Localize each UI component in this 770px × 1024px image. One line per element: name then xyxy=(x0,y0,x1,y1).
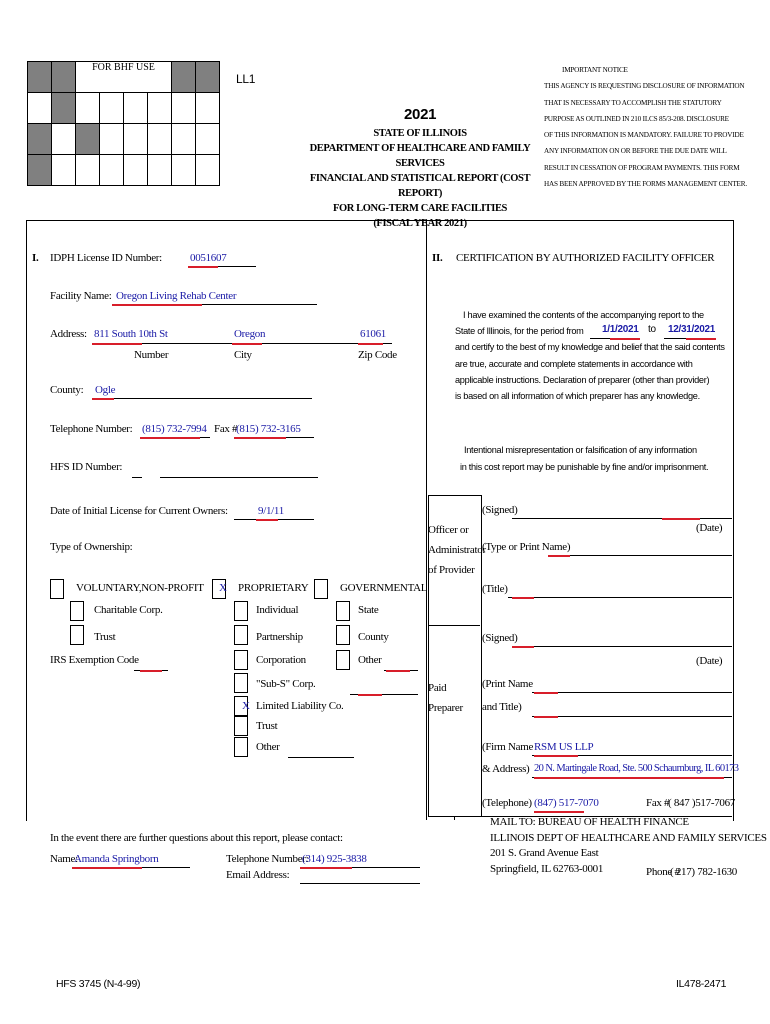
county-line xyxy=(92,398,312,399)
officer-line: Officer or xyxy=(428,524,469,536)
prop-other-line xyxy=(288,757,354,758)
mail-line: MAIL TO: BUREAU OF HEALTH FINANCE xyxy=(490,816,689,828)
important-notice xyxy=(544,62,747,192)
city-value: Oregon xyxy=(234,328,266,340)
individual-label: Individual xyxy=(256,604,299,616)
contact-phone-label: Telephone Number: xyxy=(226,853,309,865)
bhf-use-grid xyxy=(27,61,220,186)
type-print-line xyxy=(548,555,732,556)
signed2-line xyxy=(512,646,732,647)
voluntary-label: VOLUNTARY,NON-PROFIT xyxy=(76,582,204,594)
to-mark xyxy=(686,338,716,340)
phone-mark xyxy=(140,437,200,439)
officer-line: of Provider xyxy=(428,564,475,576)
initial-mark xyxy=(256,519,278,521)
notice-line: OF THIS INFORMATION IS MANDATORY. FAILURE TO PROVIDE xyxy=(544,131,744,140)
type-print-mark xyxy=(548,555,570,557)
subs-label: "Sub-S" Corp. xyxy=(256,678,316,690)
divider-lower xyxy=(426,495,427,817)
telephone-label: (Telephone) xyxy=(482,797,532,809)
phone-value: (815) 732-7994 xyxy=(142,423,207,435)
paid-preparer-label xyxy=(428,678,463,718)
officer-label xyxy=(428,520,486,580)
county-label: County: xyxy=(50,384,84,396)
prop-trust-label: Trust xyxy=(256,720,278,732)
section-1-number: I. xyxy=(32,252,39,264)
city-mark xyxy=(232,343,262,345)
zip-mark xyxy=(358,343,383,345)
from-mark xyxy=(610,338,640,340)
notice-line: THAT IS NECESSARY TO ACCOMPLISH THE STATUTORY xyxy=(544,98,722,107)
title-mark xyxy=(512,597,534,599)
contact-name-value: Amanda Springborn xyxy=(74,853,159,865)
firm-mark xyxy=(534,755,578,757)
initial-license-label: Date of Initial License for Current Owners: xyxy=(50,505,228,517)
tick xyxy=(454,816,455,820)
warning-text xyxy=(460,442,708,476)
fax-mark xyxy=(234,437,286,439)
date2-label: (Date) xyxy=(696,655,723,667)
prop-other-checkbox[interactable] xyxy=(234,737,248,757)
corporation-checkbox[interactable] xyxy=(234,650,248,670)
signatory-split xyxy=(428,625,480,626)
contact-phone-value: (314) 925-3838 xyxy=(302,853,367,865)
notice-line: ANY INFORMATION ON OR BEFORE THE DUE DATE WILL xyxy=(544,147,727,156)
hfs-line xyxy=(160,477,318,478)
title-label: (Title) xyxy=(482,583,508,595)
period-to: 12/31/2021 xyxy=(668,324,716,335)
fax-value: (815) 732-3165 xyxy=(236,423,301,435)
governmental-label: GOVERNMENTAL xyxy=(340,582,428,594)
form-code-ll1: LL1 xyxy=(236,72,256,86)
license-label: IDPH License ID Number: xyxy=(50,252,162,264)
report-title xyxy=(300,126,540,231)
trust-label: Trust xyxy=(94,631,116,643)
corporation-label: Corporation xyxy=(256,654,306,666)
cert-line: applicable instructions. Declaration of preparer (other than provider) xyxy=(455,374,710,385)
charitable-checkbox[interactable] xyxy=(70,601,84,621)
license-value: 0051607 xyxy=(190,252,227,264)
prop-other-label: Other xyxy=(256,741,280,753)
prop-trust-checkbox[interactable] xyxy=(234,716,248,736)
mail-line: ILLINOIS DEPT OF HEALTHCARE AND FAMILY SERVICES xyxy=(490,831,767,844)
certification-title: CERTIFICATION BY AUTHORIZED FACILITY OFFICER xyxy=(456,252,715,264)
llc-label: Limited Liability Co. xyxy=(256,700,344,712)
number-caption: Number xyxy=(134,349,169,361)
report-year: 2021 xyxy=(404,106,437,123)
license-mark xyxy=(188,266,218,268)
facility-label: Facility Name: xyxy=(50,290,112,302)
and-title-mark xyxy=(534,716,558,718)
partnership-label: Partnership xyxy=(256,631,303,643)
title-line: (FISCAL YEAR 2021) xyxy=(373,218,467,229)
telephone-mark xyxy=(534,811,584,813)
cert-line: and certify to the best of my knowledge and belief that the said contents xyxy=(455,342,725,353)
notice-line: RESULT IN CESSATION OF PROGRAM PAYMENTS. THIS FORM xyxy=(544,163,740,172)
period-to-word: to xyxy=(648,324,656,335)
officer-line: Administrator xyxy=(428,544,486,556)
title-line: FOR LONG-TERM CARE FACILITIES xyxy=(332,203,508,214)
notice-line: HAS BEEN APPROVED BY THE FORMS MANAGEMENT CENTER. xyxy=(544,180,747,189)
email-line xyxy=(300,883,420,884)
street-value: 811 South 10th St xyxy=(94,328,168,340)
firm-address-mark xyxy=(534,777,724,779)
contact-name-label: Name: xyxy=(50,853,78,865)
gov-other-checkbox[interactable] xyxy=(336,650,350,670)
county-mark xyxy=(92,398,114,400)
date-label: (Date) xyxy=(696,522,723,534)
print-name-line xyxy=(532,692,732,693)
bhf-use-label: FOR BHF USE xyxy=(76,62,172,93)
irs-mark xyxy=(140,670,162,672)
county-option-label: County xyxy=(358,631,389,643)
firm-address-value: 20 N. Martingale Road, Ste. 500 Schaumburg, IL 60173 xyxy=(534,763,739,774)
fax-label: Fax # xyxy=(214,423,238,435)
phone-label: Telephone Number: xyxy=(50,423,133,435)
subs-checkbox[interactable] xyxy=(234,673,248,693)
type-print-label: (Type or Print Name) xyxy=(482,541,571,553)
initial-license-value: 9/1/11 xyxy=(258,505,284,517)
paid-line: Paid xyxy=(428,682,447,694)
signed-label: (Signed) xyxy=(482,504,518,516)
form-number: HFS 3745 (N-4-99) xyxy=(56,978,141,990)
proprietary-label: PROPRIETARY xyxy=(238,582,309,594)
telephone-value: (847) 517-7070 xyxy=(534,797,599,809)
email-label: Email Address: xyxy=(226,869,290,881)
mail-line: Springfield, IL 62763-0001 xyxy=(490,862,604,875)
proprietary-mark: X xyxy=(219,582,227,594)
hfs-label: HFS ID Number: xyxy=(50,461,123,473)
paid-line: Preparer xyxy=(428,702,463,714)
individual-checkbox[interactable] xyxy=(234,601,248,621)
warn-line: in this cost report may be punishable by fine and/or imprisonment. xyxy=(460,462,709,472)
notice-line: THIS AGENCY IS REQUESTING DISCLOSURE OF INFORMATION xyxy=(544,82,745,91)
mail-phone-value: ( 217) 782-1630 xyxy=(670,866,737,878)
mail-line: 201 S. Grand Avenue East xyxy=(490,847,599,859)
zip-caption: Zip Code xyxy=(358,349,397,361)
signed2-label: (Signed) xyxy=(482,632,518,644)
firm-name-label: (Firm Name xyxy=(482,741,534,753)
gov-other-label: Other xyxy=(358,654,382,666)
county-checkbox[interactable] xyxy=(336,625,350,645)
preparer-fax-value: ( 847 )517-7067 xyxy=(668,797,735,809)
title-line: DEPARTMENT OF HEALTHCARE AND FAMILY SERVICES xyxy=(309,143,531,169)
county-value: Ogle xyxy=(95,384,116,396)
section-2-number: II. xyxy=(432,252,443,264)
print-name-mark xyxy=(534,692,558,694)
governmental-checkbox[interactable] xyxy=(314,579,328,599)
partnership-checkbox[interactable] xyxy=(234,625,248,645)
contact-name-mark xyxy=(72,867,142,869)
zip-value: 61061 xyxy=(360,328,387,340)
print-name-label: (Print Name xyxy=(482,678,533,690)
street-mark xyxy=(92,343,142,345)
notice-title: IMPORTANT NOTICE xyxy=(562,66,628,74)
and-title-label: and Title) xyxy=(482,701,522,713)
signed2-mark xyxy=(512,646,534,648)
questions-text: In the event there are further questions about this report, please contact: xyxy=(50,832,343,844)
facility-value: Oregon Living Rehab Center xyxy=(116,290,237,302)
voluntary-checkbox[interactable] xyxy=(50,579,64,599)
subs-mark xyxy=(358,694,382,696)
ownership-label: Type of Ownership: xyxy=(50,541,133,553)
facility-mark xyxy=(112,304,202,306)
form-id: IL478-2471 xyxy=(676,978,727,990)
cert-line: I have examined the contents of the accompanying report to the xyxy=(463,310,704,320)
and-title-line xyxy=(532,716,732,717)
firm-name-value: RSM US LLP xyxy=(534,741,594,753)
charitable-label: Charitable Corp. xyxy=(94,604,163,616)
address-label: Address: xyxy=(50,328,87,340)
signed-mark xyxy=(662,518,700,520)
title-line: FINANCIAL AND STATISTICAL REPORT (COST REPORT) xyxy=(309,173,531,199)
state-label: State xyxy=(358,604,379,616)
warn-line: Intentional misrepresentation or falsification of any information xyxy=(464,445,697,455)
trust-checkbox[interactable] xyxy=(70,625,84,645)
hfs-dash xyxy=(132,477,142,478)
irs-label: IRS Exemption Code xyxy=(50,654,139,666)
cert-line: are true, accurate and complete statements in accordance with xyxy=(455,358,693,369)
cert-line: is based on all information of which preparer has any knowledge. xyxy=(455,391,700,402)
gov-other-mark xyxy=(386,670,410,672)
contact-phone-mark xyxy=(300,867,352,869)
notice-line: PURPOSE AS OUTLINED IN 210 ILCS 85/3-208. DISCLOSURE xyxy=(544,114,729,123)
state-checkbox[interactable] xyxy=(336,601,350,621)
title-line: STATE OF ILLINOIS xyxy=(373,128,467,139)
llc-mark: X xyxy=(242,700,250,712)
period-from: 1/1/2021 xyxy=(602,324,639,335)
title-line xyxy=(508,597,732,598)
mail-phone-label: Phone # xyxy=(646,866,680,878)
cert-line: State of Illinois, for the period from xyxy=(455,326,584,337)
certification-text xyxy=(455,307,725,404)
firm-address-label: & Address) xyxy=(482,763,530,775)
preparer-fax-label: Fax # xyxy=(646,797,670,809)
city-caption: City xyxy=(234,349,252,361)
